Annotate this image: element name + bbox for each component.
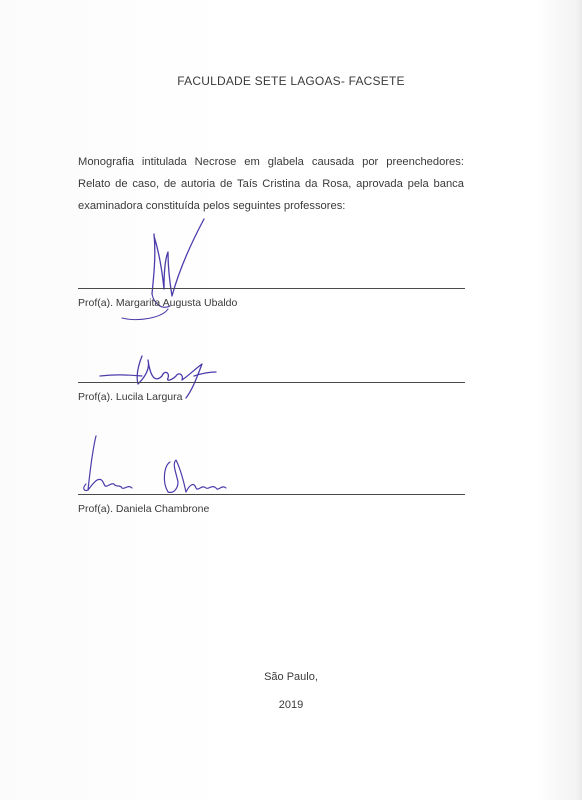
signature-line — [78, 494, 465, 495]
approval-paragraph: Monografia intitulada Necrose em glabela causada por preenchedores: Relato de caso, de autoria de Taís Cristina da Rosa, aprovada pela banca examinadora constituída pelos seguintes professores: — [78, 156, 464, 212]
examiner-name: Prof(a). Daniela Chambrone — [78, 503, 210, 515]
institution-title: FACULDADE SETE LAGOAS- FACSETE — [177, 74, 405, 88]
year: 2019 — [278, 699, 304, 711]
city: São Paulo, — [264, 671, 318, 683]
examiner-name: Prof(a). Margarita Augusta Ubaldo — [78, 297, 238, 309]
signature-line — [78, 288, 465, 289]
examiner-name: Prof(a). Lucila Largura — [78, 391, 183, 403]
signature-line — [78, 382, 465, 383]
signature-daniela — [78, 432, 238, 502]
